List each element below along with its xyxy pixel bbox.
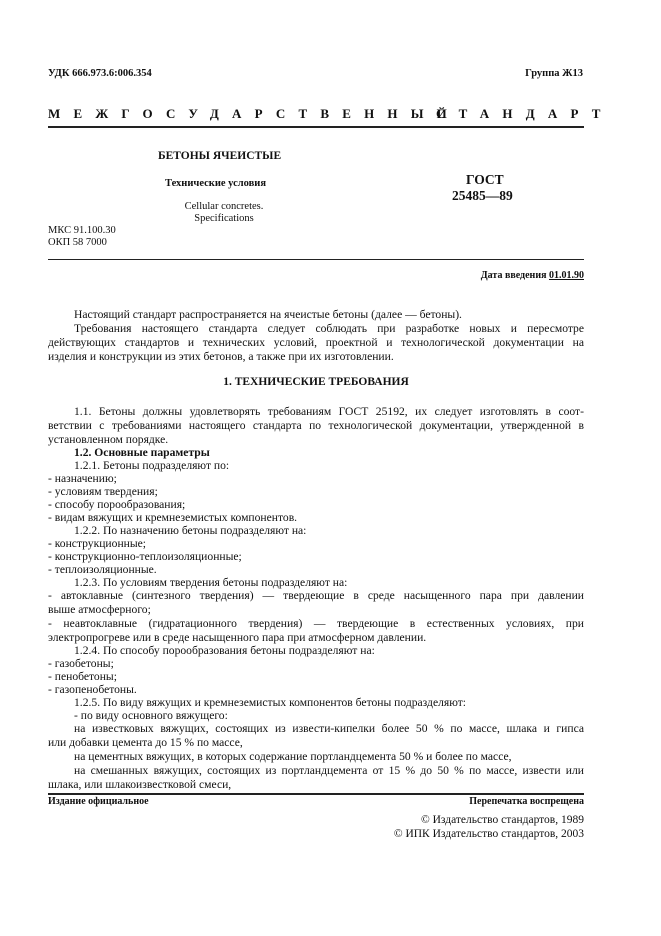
l122b: - конструкционно-теплоизоляционные; [48,550,242,563]
gost-number: 25485—89 [452,188,513,203]
l125c: на цементных вяжущих, в которых содержание портландцемента 50 % и более по массе, [74,750,512,763]
l121b: - условиям твердения; [48,485,158,498]
p11-l2: ветствии с требованиями настоящего стандарта по технологической документации, утвержденной в [48,419,584,432]
l123: 1.2.3. По условиям твердения бетоны подразделяют на: [74,576,348,589]
banner-left: МЕЖГОСУДАРСТВЕННЫЙ [48,106,460,121]
l122: 1.2.2. По назначению бетоны подразделяют на: [74,524,307,537]
intro-date-value: 01.01.90 [549,270,584,281]
intro-date-label: Дата введения [480,270,547,281]
doc-title: БЕТОНЫ ЯЧЕИСТЫЕ [158,150,282,162]
l124: 1.2.4. По способу порообразования бетоны подразделяют на: [74,644,375,657]
doc-subtitle: Технические условия [165,178,267,189]
l123a1: - автоклавные (синтезного твердения) — твердеющие в среде насыщенного пара при давлении [48,589,584,602]
p11-l1: 1.1. Бетоны должны удовлетворять требованиям ГОСТ 25192, их следует изготовлять в соот- [74,405,584,418]
l121c: - способу порообразования; [48,498,186,511]
l124c: - газопенобетоны. [48,683,137,696]
l121d: - видам вяжущих и кремнеземистых компонентов. [48,511,298,524]
reprint-notice: Перепечатка воспрещена [469,796,584,807]
l122a: - конструкционные; [48,537,147,550]
official-edition: Издание официальное [48,796,149,807]
l125b1: на известковых вяжущих, состоящих из извести-кипелки более 50 % по массе, шлака и гипса [74,722,584,735]
copyright-1: © Издательство стандартов, 1989 [420,814,584,826]
okp-code: ОКП 58 7000 [48,237,107,248]
title-rule [48,259,584,260]
l122c: - теплоизоляционные. [48,563,157,576]
group-code: Группа Ж13 [525,68,583,79]
section-heading: 1. ТЕХНИЧЕСКИЕ ТРЕБОВАНИЯ [223,376,409,388]
l125b2: или добавки цемента до 15 % по массе, [48,736,243,749]
intro-p2-l3: изделия и конструкции из этих бетонов, а также при их изготовлении. [48,350,394,363]
p11-l3: установленном порядке. [48,433,169,446]
l123b2: электропрогреве или в среде насыщенного пара при атмосферном давлении. [48,631,427,644]
l125: 1.2.5. По виду вяжущих и кремнеземистых компонентов бетоны подразделяют: [74,696,467,709]
banner-rule [48,126,584,128]
sub12-heading: 1.2. Основные параметры [74,446,210,459]
copyright-2: © ИПК Издательство стандартов, 2003 [393,828,584,840]
intro-date [481,270,584,281]
english-title-1: Cellular concretes. [184,201,264,212]
l125d2: шлака, или шлакоизвестковой смеси, [48,778,232,791]
intro-p2-l1: Требования настоящего стандарта следует соблюдать при разработке новых и пересмотре [74,322,584,335]
banner-right: СТАНДАРТ [436,106,614,121]
udc-code: УДК 666.973.6:006.354 [48,68,152,79]
l123a2: выше атмосферного; [48,603,151,616]
english-title-2: Specifications [194,213,254,224]
gost-label: ГОСТ [466,172,504,187]
l124b: - пенобетоны; [48,670,117,683]
intro-p1: Настоящий стандарт распространяется на ячеистые бетоны (далее — бетоны). [74,308,462,321]
footer-rule [48,793,584,795]
intro-p2-l2: действующих стандартов и технических условий, проектной и технологической документации на [48,336,584,349]
l123b1: - неавтоклавные (гидратационного твердения) — твердеющие в естественных условиях, при [48,617,584,630]
l124a: - газобетоны; [48,657,114,670]
l125a: - по виду основного вяжущего: [74,709,228,722]
l121a: - назначению; [48,472,117,485]
l121: 1.2.1. Бетоны подразделяют по: [74,459,230,472]
l125d1: на смешанных вяжущих, состоящих из портландцемента от 15 % до 50 % по массе, извести или [74,764,584,777]
mks-code: МКС 91.100.30 [48,225,116,236]
